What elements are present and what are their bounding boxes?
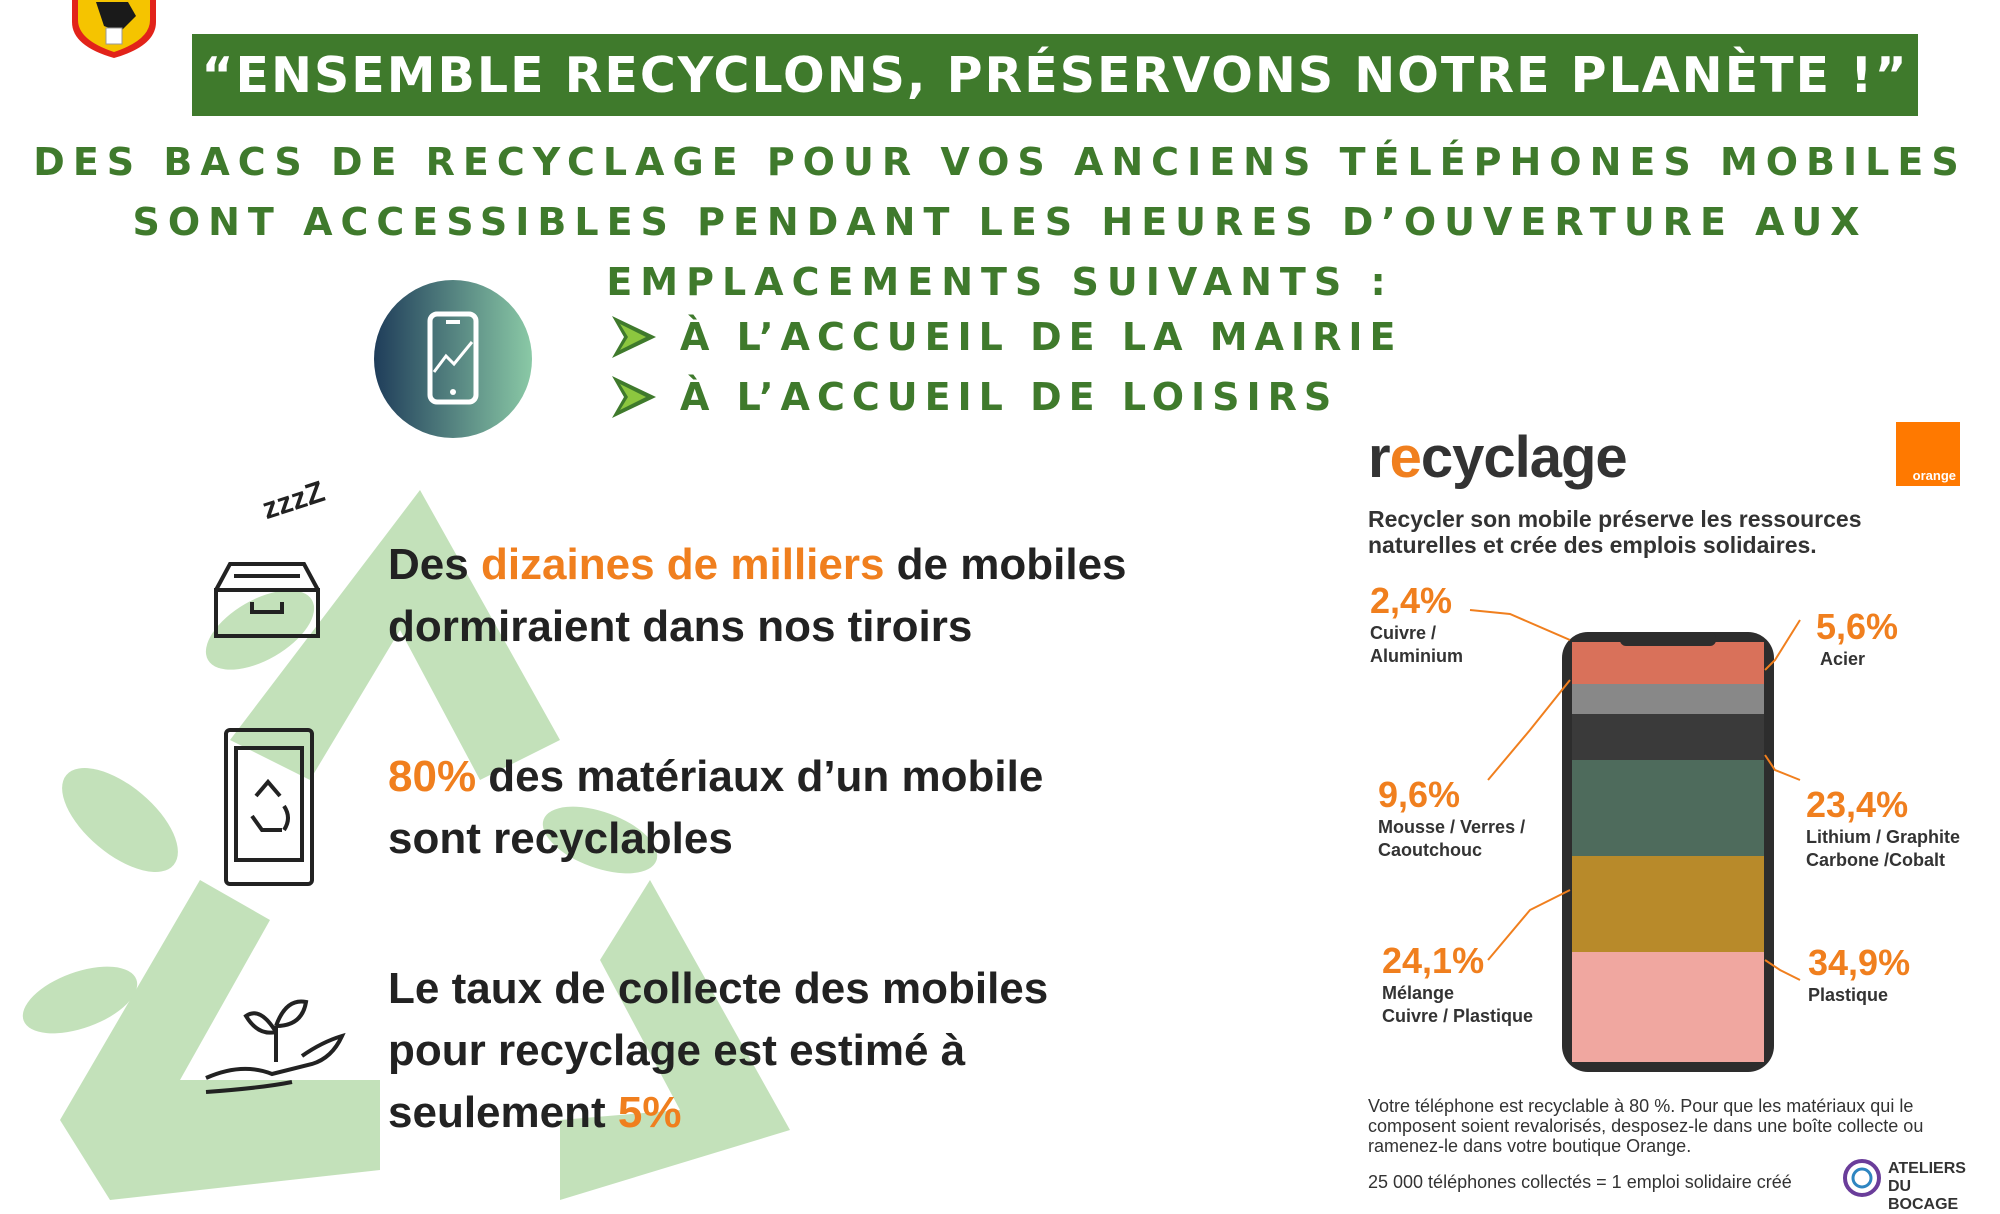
- infographic-footer-text: Votre téléphone est recyclable à 80 %. Pour que les matériaux qui le composent soient revalorisés, desposez-le dans une boîte collecte ou ramenez-le dans votre boutique Orange.: [1368, 1096, 1924, 1156]
- material-label: Plastique: [1808, 985, 1889, 1005]
- recyclable-phone-icon: [222, 726, 316, 888]
- material-item: [1370, 580, 1463, 668]
- material-label: Lithium / Graphite: [1806, 827, 1961, 847]
- material-item: [1816, 606, 1898, 671]
- fact-text: dormiraient dans nos tiroirs: [388, 602, 973, 651]
- fact-text: de mobiles: [884, 540, 1127, 589]
- material-percent: 2,4%: [1370, 580, 1453, 621]
- ateliers-du-bocage-logo: [1842, 1158, 1972, 1213]
- location-item-mairie: [610, 314, 1402, 360]
- title-part: r: [1368, 425, 1390, 490]
- fact-text: des matériaux d’un mobile: [476, 752, 1044, 801]
- fact-highlight: 5%: [617, 1088, 682, 1137]
- arrow-bullet-icon: [610, 374, 658, 420]
- page-title: “ENSEMBLE RECYCLONS, PRÉSERVONS NOTRE PLANÈTE !”: [201, 46, 1909, 104]
- material-percent: 23,4%: [1806, 784, 1909, 825]
- material-label: Cuivre / Plastique: [1382, 1006, 1534, 1026]
- material-percent: 34,9%: [1808, 942, 1911, 983]
- material-item: [1808, 942, 1910, 1007]
- location-label: À L’ACCUEIL DE LOISIRS: [680, 375, 1339, 419]
- material-label: Mousse / Verres /: [1378, 817, 1526, 837]
- subtitle-line-1: DES BACS DE RECYCLAGE POUR VOS ANCIENS TÉLÉPHONES MOBILES: [33, 140, 1967, 184]
- location-item-loisirs: [610, 374, 1338, 420]
- material-label: Cuivre /: [1370, 623, 1437, 643]
- material-label: Acier: [1820, 649, 1866, 669]
- fact-recyclable: [388, 746, 1043, 870]
- material-label: Aluminium: [1370, 646, 1463, 666]
- drawer-icon: [212, 556, 322, 640]
- material-label: Mélange: [1382, 983, 1455, 1003]
- sleep-zzz-text: zzzZ: [258, 475, 329, 527]
- title-banner: [192, 34, 1918, 116]
- fact-text: pour recyclage est estimé à: [388, 1026, 966, 1075]
- infographic-title: [1368, 424, 1627, 491]
- material-label: Carbone /Cobalt: [1806, 850, 1946, 870]
- fact-text: sont recyclables: [388, 814, 733, 863]
- orange-brand-logo: [1896, 422, 1960, 486]
- partner-name: DU BOCAGE: [1888, 1178, 1959, 1213]
- brand-label: orange: [1912, 468, 1956, 483]
- fact-collection-rate: [388, 958, 1048, 1144]
- material-item: [1378, 774, 1525, 862]
- material-percent: 9,6%: [1378, 774, 1461, 815]
- fact-highlight: 80%: [388, 752, 477, 801]
- subtitle-line-2: SONT ACCESSIBLES PENDANT LES HEURES D’OUVERTURE AUX: [132, 200, 1868, 244]
- material-percent: 24,1%: [1382, 940, 1485, 981]
- material-percent: 5,6%: [1816, 606, 1899, 647]
- location-label: À L’ACCUEIL DE LA MAIRIE: [680, 315, 1403, 359]
- fact-text: Le taux de collecte des mobiles: [388, 964, 1049, 1013]
- hand-plant-icon: [202, 992, 350, 1096]
- subtitle-line-3: EMPLACEMENTS SUIVANTS :: [606, 260, 1394, 304]
- title-part: e: [1389, 425, 1421, 490]
- infographic-footer-stat: 25 000 téléphones collectés = 1 emploi solidaire créé: [1368, 1172, 1792, 1192]
- fact-drawers: [388, 534, 1127, 658]
- partner-name: ATELIERS: [1888, 1160, 1966, 1177]
- ateliers-logo-icon: [1842, 1158, 1882, 1198]
- fact-highlight: dizaines de milliers: [480, 540, 885, 589]
- arrow-bullet-icon: [610, 314, 658, 360]
- fact-text: Des: [388, 540, 481, 589]
- infographic-subtitle: Recycler son mobile préserve les ressources naturelles et crée des emplois solidaires.: [1368, 506, 1862, 558]
- title-part: cyclage: [1420, 425, 1627, 490]
- fact-text: seulement: [388, 1088, 618, 1137]
- material-item: [1806, 784, 1960, 872]
- material-item: [1382, 940, 1533, 1028]
- municipal-crest-logo: [66, 0, 162, 58]
- material-label: Caoutchouc: [1378, 840, 1483, 860]
- mobile-phone-icon: [374, 280, 532, 438]
